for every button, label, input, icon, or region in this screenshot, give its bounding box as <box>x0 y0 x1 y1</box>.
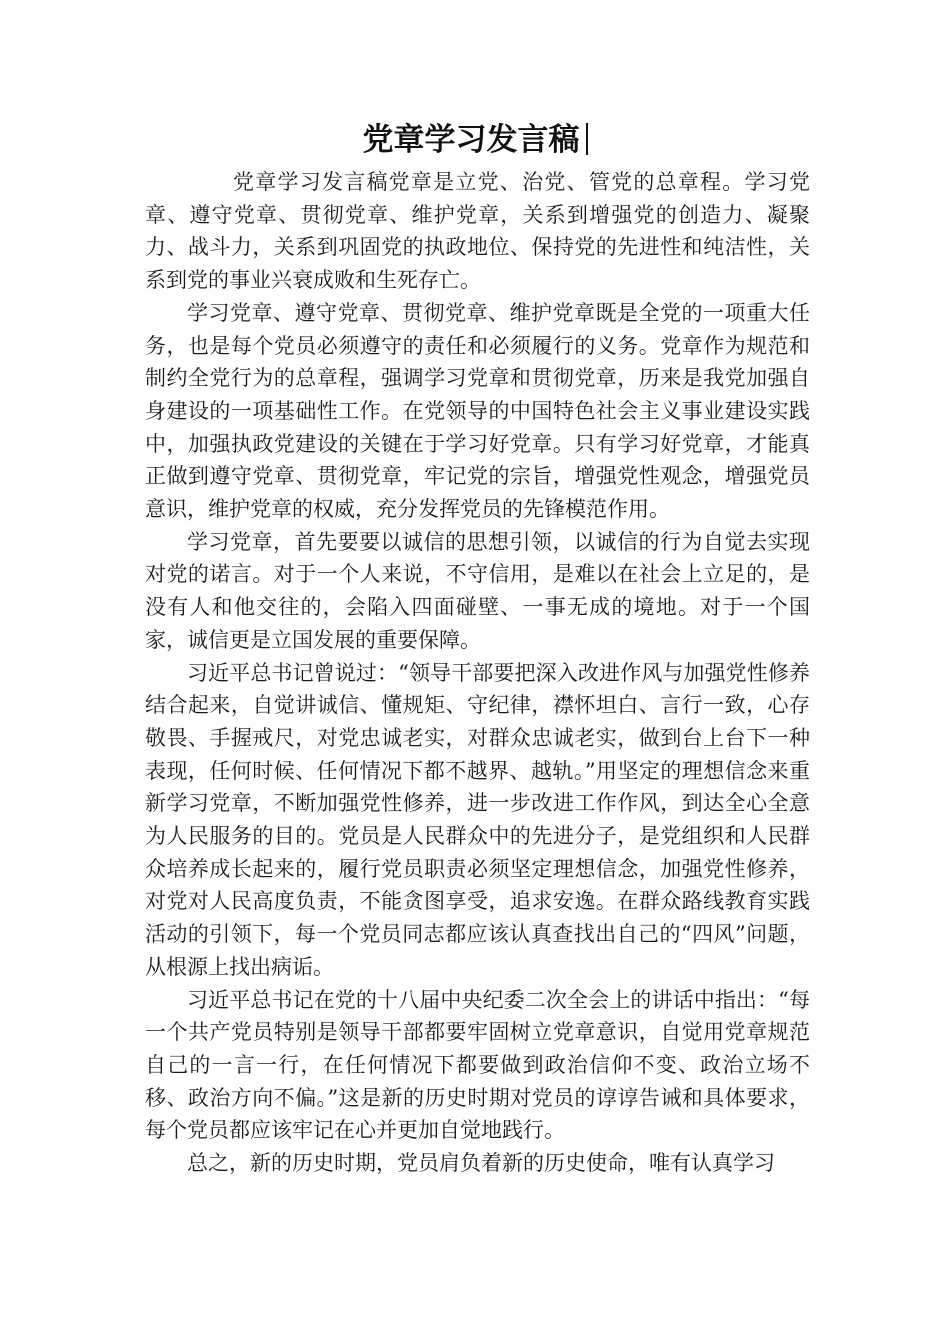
document-title <box>0 118 950 162</box>
paragraph-1: 党章学习发言稿党章是立党、治党、管党的总章程。学习党章、遵守党章、贯彻党章、维护党章，关系到增强党的创造力、凝聚力、战斗力，关系到巩固党的执政地位、保持党的先进性和纯洁性，关系到党的事业兴衰成败和生死存亡。 <box>145 170 810 293</box>
paragraph-5: 习近平总书记在党的十八届中央纪委二次全会上的讲话中指出：“每一个共产党员特别是领导干部都要牢固树立党章意识，自觉用党章规范自己的一言一行，在任何情况下都要做到政治信仰不变、政治立场不移、政治方向不偏。”这是新的历史时期对党员的谆谆告诫和具体要求，每个党员都应该牢记在心并更加自觉地践行。 <box>145 987 810 1143</box>
title-text: 党章学习发言稿 <box>362 122 580 158</box>
paragraph-2: 学习党章、遵守党章、贯彻党章、维护党章既是全党的一项重大任务，也是每个党员必须遵守的责任和必须履行的义务。党章作为规范和制约全党行为的总章程，强调学习党章和贯彻党章，历来是我党加强自身建设的一项基础性工作。在党领导的中国特色社会主义事业建设实践中，加强执政党建设的关键在于学习好党章。只有学习好党章，才能真正做到遵守党章、贯彻党章，牢记党的宗旨，增强党性观念，增强党员意识，维护党章的权威，充分发挥党员的先锋模范作用。 <box>145 300 810 522</box>
text-cursor <box>586 123 588 155</box>
document-body <box>145 166 810 1180</box>
paragraph-4: 习近平总书记曾说过：“领导干部要把深入改进作风与加强党性修养结合起来，自觉讲诚信、懂规矩、守纪律，襟怀坦白、言行一致，心存敬畏、手握戒尺，对党忠诚老实，对群众忠诚老实，做到台上台下一种表现，任何时候、任何情况下都不越界、越轨。”用坚定的理想信念来重新学习党章，不断加强党性修养，进一步改进工作作风，到达全心全意为人民服务的目的。党员是人民群众中的先进分子，是党组织和人民群众培养成长起来的，履行党员职责必须坚定理想信念，加强党性修养，对党对人民高度负责，不能贪图享受，追求安逸。在群众路线教育实践活动的引领下，每一个党员同志都应该认真查找出自己的“四风”问题，从根源上找出病诟。 <box>145 660 810 979</box>
paragraph-6: 总之，新的历史时期，党员肩负着新的历史使命，唯有认真学习 <box>187 1151 775 1176</box>
paragraph-3: 学习党章，首先要要以诚信的思想引领，以诚信的行为自觉去实现对党的诺言。对于一个人来说，不守信用，是难以在社会上立足的，是没有人和他交往的，会陷入四面碰壁、一事无成的境地。对于一个国家，诚信更是立国发展的重要保障。 <box>145 529 810 652</box>
